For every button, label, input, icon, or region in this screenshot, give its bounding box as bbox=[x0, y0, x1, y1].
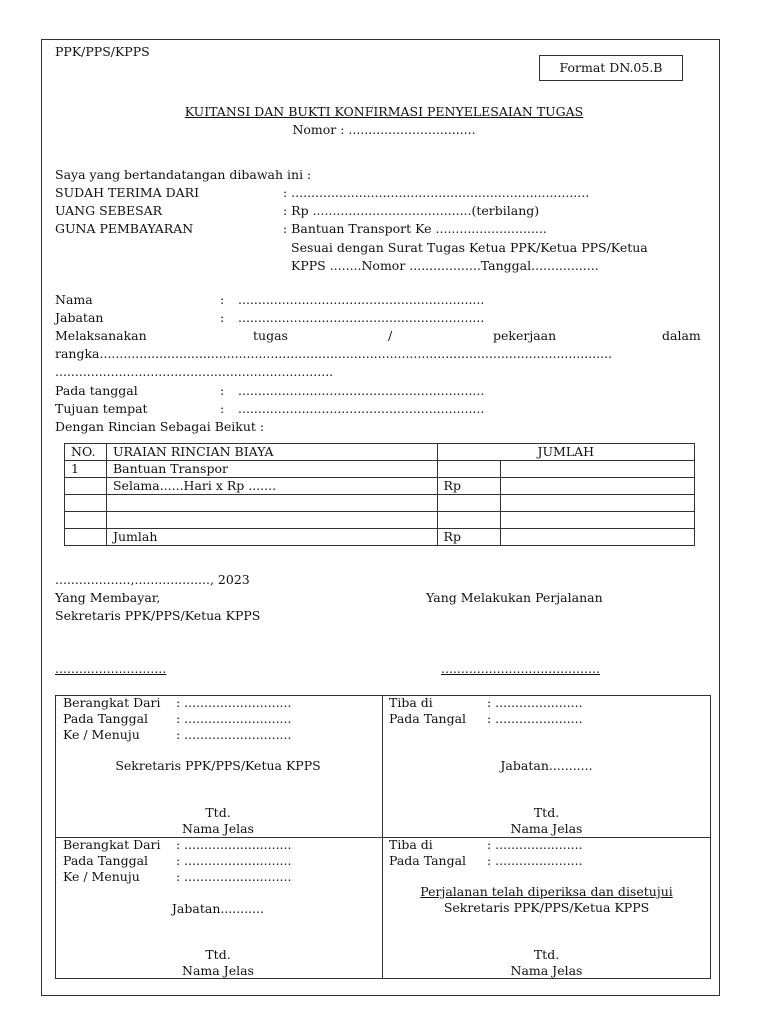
row1-no: 1 bbox=[65, 461, 107, 478]
name-value: .............................................................. bbox=[238, 292, 485, 307]
row2-rp: Rp bbox=[437, 478, 501, 495]
ttd-2: Ttd. bbox=[533, 805, 560, 820]
total-label: Jumlah bbox=[106, 529, 437, 546]
row1-amount bbox=[501, 461, 695, 478]
table-total-row bbox=[65, 529, 695, 546]
row1-description: Bantuan Transpor bbox=[106, 461, 437, 478]
arrive-date-value-2: : ...................... bbox=[487, 853, 583, 868]
full-name-1: Nama Jelas bbox=[182, 821, 254, 836]
table-row bbox=[65, 495, 695, 512]
arrive-date-label-2: Pada Tangal bbox=[389, 853, 467, 868]
assignment-number-line: KPPS ........Nomor ..................Tanggal................. bbox=[291, 258, 599, 273]
arrive-date-label-1: Pada Tangal bbox=[389, 711, 467, 726]
total-rp: Rp bbox=[437, 529, 501, 546]
destination-value-2: : ........................... bbox=[176, 869, 292, 884]
amount-label: UANG SEBESAR bbox=[55, 203, 163, 218]
secretary-role-1: Sekretaris PPK/PPS/Ketua KPPS bbox=[115, 758, 321, 773]
table-header-row bbox=[65, 444, 695, 461]
depart-from-label-2: Berangkat Dari bbox=[63, 837, 161, 852]
payer-signature-line: ............................ bbox=[55, 661, 167, 676]
document-number: Nomor : ................................ bbox=[292, 122, 476, 137]
table-row bbox=[65, 512, 695, 529]
payment-purpose-value: : Bantuan Transport Ke ............................ bbox=[283, 221, 547, 236]
signing-date: ...................,..................., 2023 bbox=[55, 572, 250, 587]
format-code-box: Format DN.05.B bbox=[539, 55, 683, 81]
name-label: Nama bbox=[55, 292, 93, 307]
name-colon: : bbox=[220, 292, 225, 307]
ttd-4: Ttd. bbox=[533, 947, 560, 962]
ttd-3: Ttd. bbox=[205, 947, 231, 962]
arrive-at-value-1: : ...................... bbox=[487, 695, 583, 710]
total-amount bbox=[501, 529, 695, 546]
intro-text: Saya yang bertandatangan dibawah ini : bbox=[55, 167, 312, 182]
depart-from-value-1: : ........................... bbox=[176, 695, 292, 710]
date-label: Pada tanggal bbox=[55, 383, 138, 398]
destination-label: Tujuan tempat bbox=[55, 401, 148, 416]
full-name-3: Nama Jelas bbox=[182, 963, 254, 978]
task-word-3: / bbox=[388, 328, 393, 343]
table-row bbox=[65, 461, 695, 478]
task-word-5: dalam bbox=[662, 328, 701, 343]
secretary-role-2: Sekretaris PPK/PPS/Ketua KPPS bbox=[443, 900, 650, 915]
table-row bbox=[65, 478, 695, 495]
position-role-1: Jabatan........... bbox=[500, 758, 593, 773]
row2-description: Selama......Hari x Rp ....... bbox=[106, 478, 437, 495]
position-role-2: Jabatan........... bbox=[171, 901, 265, 916]
depart-date-value-1: : ........................... bbox=[176, 711, 292, 726]
position-label: Jabatan bbox=[55, 310, 104, 325]
framework-line-2: ...................................................................... bbox=[55, 364, 334, 379]
arrive-at-label-2: Tiba di bbox=[389, 837, 433, 852]
document-title: KUITANSI DAN BUKTI KONFIRMASI PENYELESAIAN TUGAS bbox=[184, 104, 584, 119]
task-word-1: Melaksanakan bbox=[55, 328, 147, 343]
full-name-4: Nama Jelas bbox=[510, 963, 583, 978]
cost-table bbox=[64, 443, 695, 546]
header-amount: JUMLAH bbox=[437, 444, 694, 461]
position-colon: : bbox=[220, 310, 225, 325]
destination-label-1: Ke / Menuju bbox=[63, 727, 140, 742]
row2-amount bbox=[501, 478, 695, 495]
payer-role: Sekretaris PPK/PPS/Ketua KPPS bbox=[55, 608, 261, 623]
full-name-2: Nama Jelas bbox=[510, 821, 583, 836]
amount-value: : Rp ........................................(terbilang) bbox=[283, 203, 540, 218]
traveler-signature-line: ........................................ bbox=[441, 661, 600, 676]
received-from-label: SUDAH TERIMA DARI bbox=[55, 185, 200, 200]
org-header: PPK/PPS/KPPS bbox=[55, 44, 150, 59]
destination-value: .............................................................. bbox=[238, 401, 485, 416]
depart-from-label-1: Berangkat Dari bbox=[63, 695, 161, 710]
depart-date-value-2: : ........................... bbox=[176, 853, 292, 868]
assignment-letter-line: Sesuai dengan Surat Tugas Ketua PPK/Ketua PPS/Ketua bbox=[291, 240, 648, 255]
row2-no bbox=[65, 478, 107, 495]
depart-date-label-1: Pada Tanggal bbox=[63, 711, 149, 726]
task-word-2: tugas bbox=[253, 328, 288, 343]
task-word-4: pekerjaan bbox=[493, 328, 557, 343]
date-colon: : bbox=[220, 383, 225, 398]
arrive-at-value-2: : ...................... bbox=[487, 837, 583, 852]
arrive-at-label-1: Tiba di bbox=[389, 695, 433, 710]
payment-purpose-label: GUNA PEMBAYARAN bbox=[55, 221, 194, 236]
row1-rp bbox=[437, 461, 501, 478]
destination-colon: : bbox=[220, 401, 225, 416]
cost-details-intro: Dengan Rincian Sebagai Beikut : bbox=[55, 419, 265, 434]
destination-value-1: : ........................... bbox=[176, 727, 292, 742]
traveler-title: Yang Melakukan Perjalanan bbox=[426, 590, 603, 605]
date-value: .............................................................. bbox=[238, 383, 485, 398]
ttd-1: Ttd. bbox=[205, 805, 231, 820]
header-description: URAIAN RINCIAN BIAYA bbox=[106, 444, 437, 461]
destination-label-2: Ke / Menuju bbox=[63, 869, 140, 884]
header-no: NO. bbox=[65, 444, 107, 461]
depart-from-value-2: : ........................... bbox=[176, 837, 292, 852]
depart-date-label-2: Pada Tanggal bbox=[63, 853, 149, 868]
arrive-date-value-1: : ...................... bbox=[487, 711, 583, 726]
framework-line: rangka................................................................................................................................. bbox=[55, 346, 613, 361]
travel-approved-note: Perjalanan telah diperiksa dan disetujui bbox=[420, 884, 673, 899]
payer-title: Yang Membayar, bbox=[55, 590, 161, 605]
received-from-value: : ........................................................................... bbox=[283, 185, 590, 200]
position-value: .............................................................. bbox=[238, 310, 485, 325]
